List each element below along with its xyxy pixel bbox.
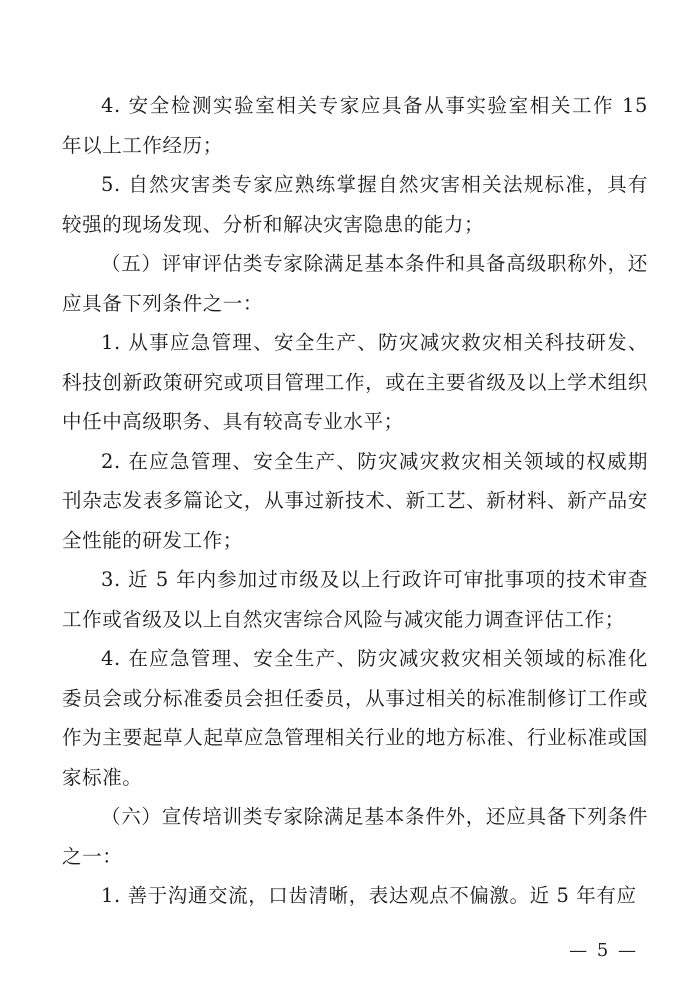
paragraph-item-3-technical-review: 3. 近 5 年内参加过市级及以上行政许可审批事项的技术审查工作或省级及以上自然灾害综合风险与减灾能力调查评估工作； (62, 568, 648, 631)
paragraph-item-4-lab-experience: 4. 安全检测实验室相关专家应具备从事实验室相关工作 15 年以上工作经历； (62, 94, 648, 157)
paragraph-item-5-natural-disaster: 5. 自然灾害类专家应熟练掌握自然灾害相关法规标准，具有较强的现场发现、分析和解决灾害隐患的能力； (62, 173, 648, 236)
page-number: — 5 — (569, 940, 638, 961)
paragraph-section-5-review-assessment: （五）评审评估类专家除满足基本条件和具备高级职称外，还应具备下列条件之一： (62, 252, 648, 315)
paragraph-item-1-communication: 1. 善于沟通交流，口齿清晰，表达观点不偏激。近 5 年有应 (101, 884, 637, 907)
document-body (62, 86, 648, 916)
paragraph-section-6-publicity-training: （六）宣传培训类专家除满足基本条件外，还应具备下列条件之一： (62, 805, 648, 868)
paragraph-item-2-publications: 2. 在应急管理、安全生产、防灾减灾救灾相关领域的权威期刊杂志发表多篇论文，从事过新技术、新工艺、新材料、新产品安全性能的研发工作； (62, 449, 648, 552)
paragraph-item-4-standards: 4. 在应急管理、安全生产、防灾减灾救灾相关领域的标准化委员会或分标准委员会担任委员，从事过相关的标准制修订工作或作为主要起草人起草应急管理相关行业的地方标准、行业标准或国家标准。 (62, 647, 648, 789)
paragraph-item-1-research: 1. 从事应急管理、安全生产、防灾减灾救灾相关科技研发、科技创新政策研究或项目管理工作，或在主要省级及以上学术组织中任中高级职务、具有较高专业水平； (62, 331, 648, 433)
